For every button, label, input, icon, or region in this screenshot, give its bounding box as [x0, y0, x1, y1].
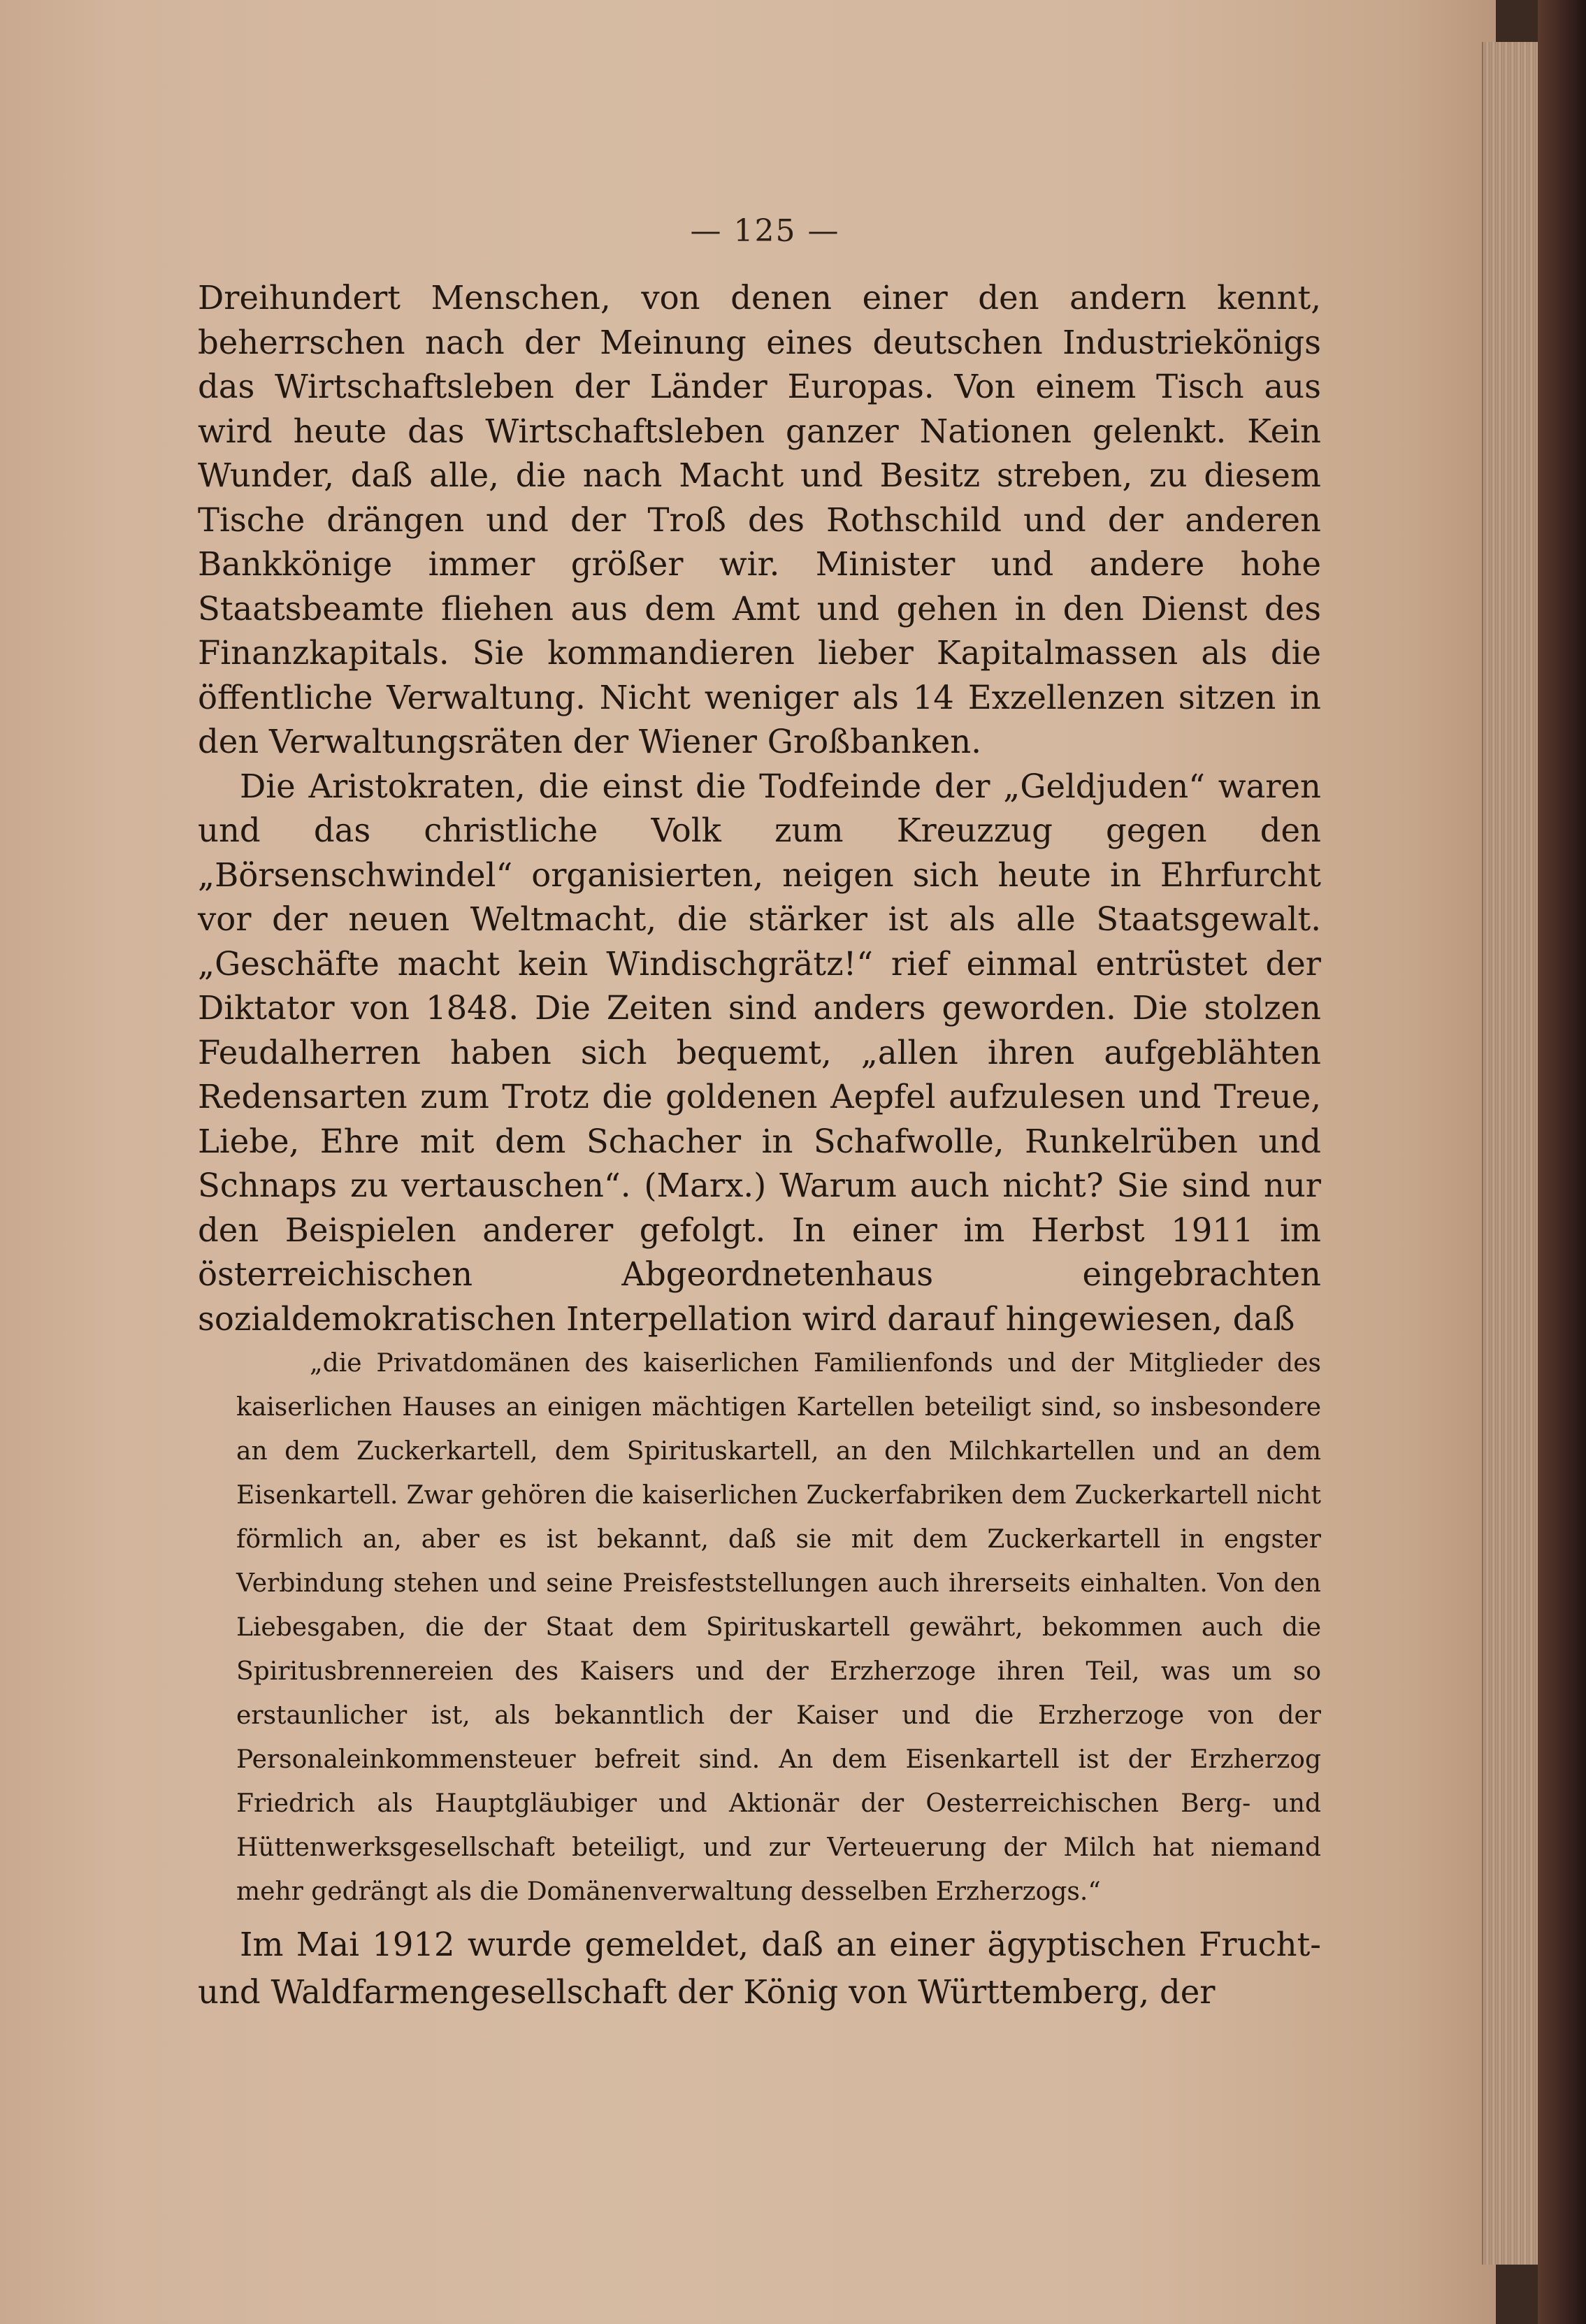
page-number: — 125 —: [690, 213, 840, 249]
text-body: [198, 276, 1321, 2016]
paragraph-3: Im Mai 1912 wurde gemeldet, daß an einer ägyptischen Frucht- und Waldfarmengesellschaft der König von Württemberg, der: [198, 1926, 1321, 2011]
book-binding: [1538, 0, 1586, 2324]
page-header: [0, 213, 1586, 249]
paragraph-1: Dreihundert Menschen, von denen einer den andern kennt, beherrschen nach der Meinung eines deutschen Industriekönigs das Wirtschaftsleben der Länder Europas. Von einem Tisch aus wird heute das Wirtschaftsleben ganzer Nationen gelenkt. Kein Wunder, daß alle, die nach Macht und Besitz streben, zu diesem Tische drängen und der Troß des Rothschild und der anderen Bankkönige immer größer wir. Minister und andere hohe Staatsbeamte fliehen aus dem Amt und gehen in den Dienst des Finanzkapitals. Sie kommandieren lieber Kapitalmassen als die öffentliche Verwaltung. Nicht weniger als 14 Exzellenzen sitzen in den Verwaltungsräten der Wiener Großbanken.: [198, 279, 1321, 760]
block-quote: „die Privatdomänen des kaiserlichen Familienfonds und der Mitglieder des kaiserlichen Hauses an einigen mächtigen Kartellen beteiligt sind, so insbesondere an dem Zuckerkartell, dem Spirituskartell, an den Milchkartellen und an dem Eisenkartell. Zwar gehören die kaiserlichen Zuckerfabriken dem Zuckerkartell nicht förmlich an, aber es ist bekannt, daß sie mit dem Zuckerkartell in engster Verbindung stehen und seine Preisfeststellungen auch ihrerseits einhalten. Von den Liebesgaben, die der Staat dem Spirituskartell gewährt, bekommen auch die Spiritusbrennereien des Kaisers und der Erzherzoge ihren Teil, was um so erstaunlicher ist, als bekanntlich der Kaiser und die Erzherzoge von der Personaleinkommensteuer befreit sind. An dem Eisenkartell ist der Erzherzog Friedrich als Hauptgläubiger und Aktionär der Oesterreichischen Berg- und Hüttenwerksgesellschaft beteiligt, und zur Verteuerung der Milch hat niemand mehr gedrängt als die Domänenverwaltung desselben Erzherzogs.“: [236, 1349, 1321, 1906]
paragraph-2: Die Aristokraten, die einst die Todfeinde der „Geldjuden“ waren und das christliche Volk zum Kreuzzug gegen den „Börsenschwindel“ organisierten, neigen sich heute in Ehrfurcht vor der neuen Weltmacht, die stärker ist als alle Staatsgewalt. „Geschäfte macht kein Windischgrätz!“ rief einmal entrüstet der Diktator von 1848. Die Zeiten sind anders geworden. Die stolzen Feudalherren haben sich bequemt, „allen ihren aufgeblähten Redensarten zum Trotz die goldenen Aepfel aufzulesen und Treue, Liebe, Ehre mit dem Schacher in Schafwolle, Runkelrüben und Schnaps zu vertauschen“. (Marx.) Warum auch nicht? Sie sind nur den Beispielen anderer gefolgt. In einer im Herbst 1911 im österreichischen Abgeordnetenhaus eingebrachten sozialdemokratischen Interpellation wird darauf hingewiesen, daß: [198, 767, 1321, 1338]
